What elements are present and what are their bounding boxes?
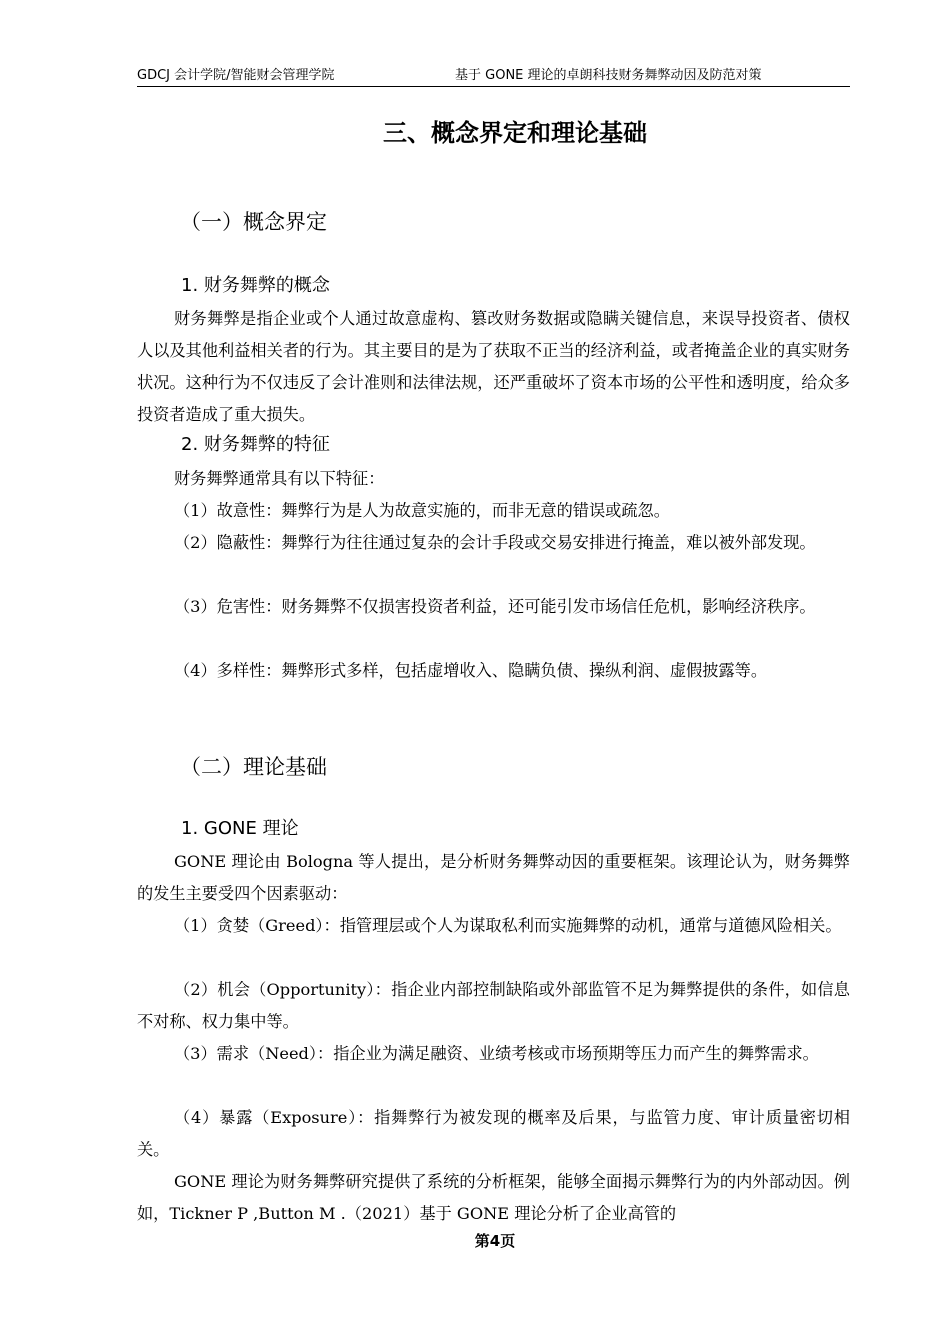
page-number: 第4页 xyxy=(474,1232,516,1250)
list-item-feature-4: （4）多样性：舞弊形式多样，包括虚增收入、隐瞒负债、操纵利润、虚假披露等。 xyxy=(174,661,768,680)
section-heading-concepts: （一）概念界定 xyxy=(180,210,327,234)
subheading-fraud-features: 2. 财务舞弊的特征 xyxy=(181,434,330,455)
subheading-fraud-concept: 1. 财务舞弊的概念 xyxy=(181,275,330,296)
list-item-need: （3）需求（Need）：指企业为满足融资、业绩考核或市场预期等压力而产生的舞弊需求。 xyxy=(174,1044,819,1063)
list-item-feature-2: （2）隐蔽性：舞弊行为往往通过复杂的会计手段或交易安排进行掩盖，难以被外部发现。 xyxy=(174,533,816,552)
running-header xyxy=(137,66,850,87)
paragraph-gone-closing: GONE 理论为财务舞弊研究提供了系统的分析框架，能够全面揭示舞弊行为的内外部动因。例如，Tickner P ,Button M .（2021）基于 GONE 理论分析了企业高管的 xyxy=(137,1172,850,1223)
header-thesis-title: 基于 GONE 理论的卓朗科技财务舞弊动因及防范对策 xyxy=(455,68,762,83)
list-item-feature-3: （3）危害性：财务舞弊不仅损害投资者利益，还可能引发市场信任危机，影响经济秩序。 xyxy=(174,597,816,616)
paragraph-fraud-concept: 财务舞弊是指企业或个人通过故意虚构、篡改财务数据或隐瞒关键信息，来误导投资者、债权人以及其他利益相关者的行为。其主要目的是为了获取不正当的经济利益，或者掩盖企业的真实财务状况。这种行为不仅违反了会计准则和法律法规，还严重破坏了资本市场的公平性和透明度，给众多投资者造成了重大损失。 xyxy=(137,309,850,424)
list-item-opportunity: （2）机会（Opportunity）：指企业内部控制缺陷或外部监管不足为舞弊提供的条件，如信息不对称、权力集中等。 xyxy=(137,980,850,1031)
section-heading-theory: （二）理论基础 xyxy=(180,755,327,779)
chapter-title: 三、概念界定和理论基础 xyxy=(383,119,647,147)
header-institution: GDCJ 会计学院/智能财会管理学院 xyxy=(137,68,335,83)
subheading-gone-theory: 1. GONE 理论 xyxy=(181,818,299,839)
list-item-greed: （1）贪婪（Greed）：指管理层或个人为谋取私利而实施舞弊的动机，通常与道德风险相关。 xyxy=(174,916,842,935)
paragraph-gone-intro: GONE 理论由 Bologna 等人提出，是分析财务舞弊动因的重要框架。该理论认为，财务舞弊的发生主要受四个因素驱动： xyxy=(137,852,850,903)
list-item-feature-1: （1）故意性：舞弊行为是人为故意实施的，而非无意的错误或疏忽。 xyxy=(174,501,670,520)
list-item-exposure: （4）暴露（Exposure）：指舞弊行为被发现的概率及后果，与监管力度、审计质量密切相关。 xyxy=(137,1108,850,1159)
paragraph-features-intro: 财务舞弊通常具有以下特征： xyxy=(174,469,385,488)
